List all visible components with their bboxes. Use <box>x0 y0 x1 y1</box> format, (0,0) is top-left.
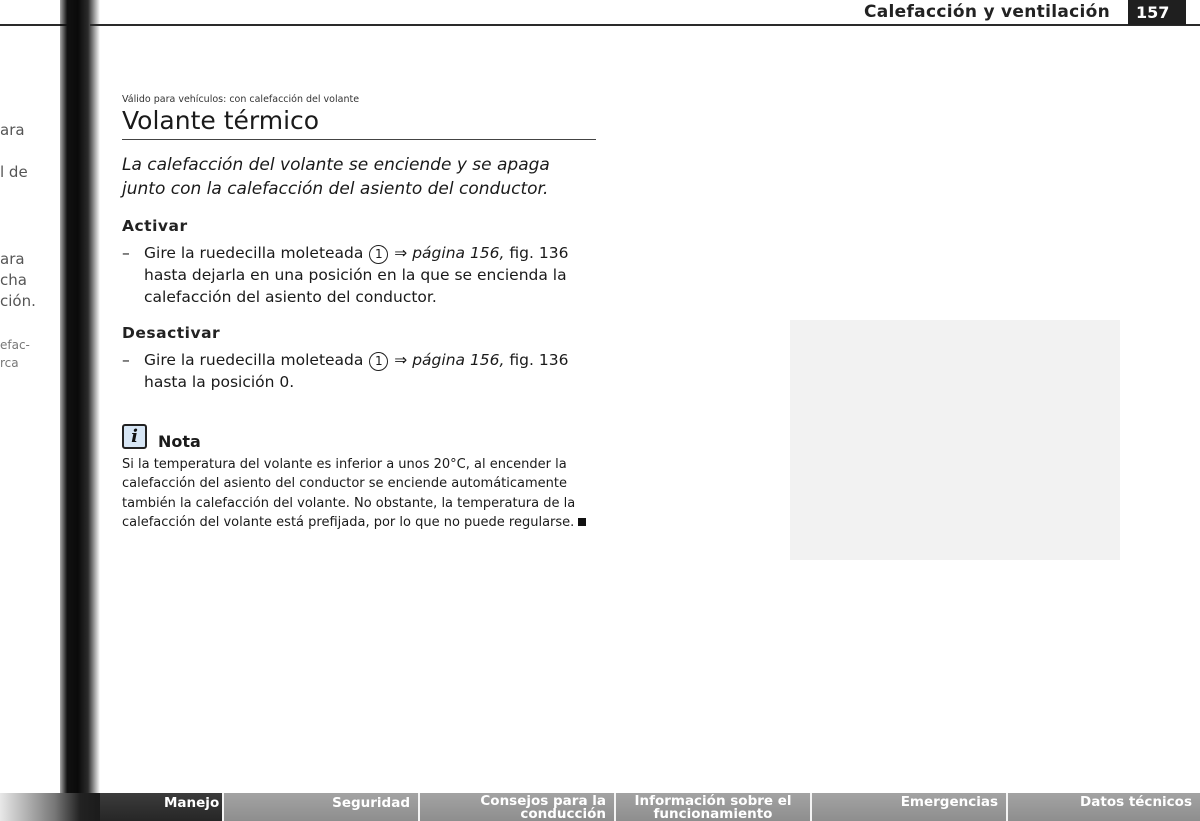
title-rule <box>122 139 596 140</box>
header-rule <box>90 24 1200 26</box>
note-body-text: Si la temperatura del volante es inferior a unos 20°C, al encender la calefacción del asiento del conductor se enciende automáticamente también la calefacción del volante. No obstante, la temperatura de la calefacción del volante está prefijada, por lo que no puede regularse. <box>122 457 576 530</box>
nav-tab-label: Seguridad <box>332 795 410 811</box>
activate-heading: Activar <box>122 217 188 235</box>
step-text-after: fig. 136 hasta dejarla en una posición en la que se encienda la calefacción del asiento del conductor. <box>144 244 569 306</box>
note-body <box>122 455 602 532</box>
step-dash: – <box>122 244 130 262</box>
bleed-through-figure <box>790 320 1120 560</box>
arrow-icon: ⇒ <box>394 244 408 262</box>
arrow-icon: ⇒ <box>394 351 408 369</box>
step-text-after: fig. 136 hasta la posición 0. <box>144 351 569 391</box>
end-of-section-icon <box>578 518 586 526</box>
nav-tab-informacion[interactable] <box>616 793 812 821</box>
nav-tab-label: Manejo <box>164 795 220 811</box>
left-page-fragment: ara <box>0 121 25 139</box>
step-text-before: Gire la ruedecilla moleteada <box>144 244 364 262</box>
nav-tab-label: Datos técnicos <box>1080 794 1192 810</box>
nav-tab-label: Emergencias <box>900 794 998 810</box>
nav-tab-emergencias[interactable] <box>812 793 1008 821</box>
deactivate-step <box>122 349 592 393</box>
bottom-chapter-nav <box>100 793 1200 821</box>
page-reference-link[interactable]: página 156, <box>412 351 505 369</box>
step-dash: – <box>122 351 130 369</box>
left-page-fragment: ara <box>0 250 25 268</box>
left-page-fragment: l de <box>0 163 28 181</box>
callout-number-icon: 1 <box>369 352 388 371</box>
left-page-fragment: cha <box>0 271 27 289</box>
step-text-before: Gire la ruedecilla moleteada <box>144 351 364 369</box>
activate-step <box>122 242 592 308</box>
deactivate-heading: Desactivar <box>122 324 221 342</box>
nav-tab-manejo[interactable] <box>100 793 224 821</box>
left-page-fragment: efac- <box>0 338 30 352</box>
nav-tab-datos-tecnicos[interactable] <box>1008 793 1200 821</box>
nav-tab-label: Información sobre el funcionamiento <box>634 793 792 821</box>
page-number: 157 <box>1128 0 1186 25</box>
info-icon: i <box>122 424 147 449</box>
callout-number-icon: 1 <box>369 245 388 264</box>
validity-note: Válido para vehículos: con calefacción del volante <box>122 94 360 105</box>
left-page-fragment: rca <box>0 356 19 370</box>
deactivate-step-text <box>144 349 592 393</box>
book-spine-shadow <box>60 0 100 821</box>
spine-bottom-shadow <box>0 793 100 821</box>
nav-tab-label: Consejos para la conducción <box>480 793 606 821</box>
page-reference-link[interactable]: página 156, <box>412 244 505 262</box>
note-title: Nota <box>158 432 201 451</box>
section-title: Volante térmico <box>122 106 320 135</box>
activate-step-text <box>144 242 592 308</box>
nav-tab-consejos[interactable] <box>420 793 616 821</box>
nav-tab-seguridad[interactable] <box>224 793 420 821</box>
running-head: Calefacción y ventilación <box>863 2 1110 22</box>
left-page-fragment: ción. <box>0 292 36 310</box>
intro-text: La calefacción del volante se enciende y se apaga junto con la calefacción del asiento del conductor. <box>122 155 550 199</box>
